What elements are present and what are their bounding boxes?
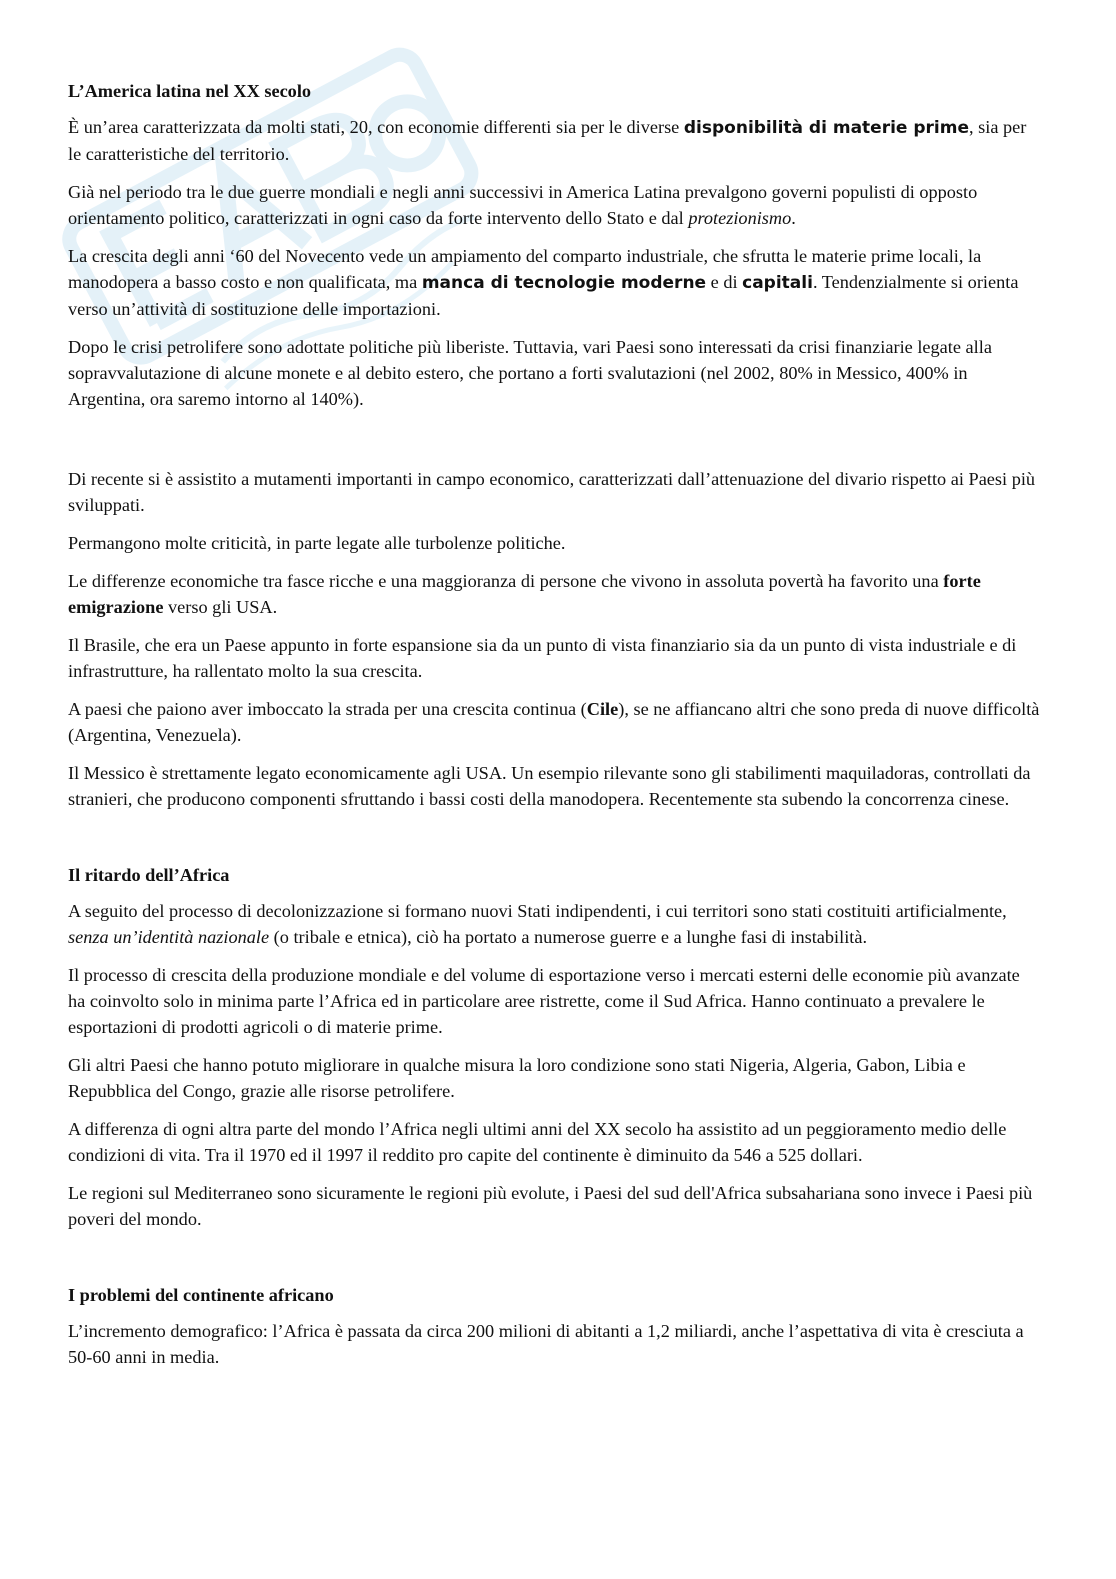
paragraph: Dopo le crisi petrolifere sono adottate politiche più liberiste. Tuttavia, vari Paesi sono interessati da crisi finanziarie legate alla sopravvalutazione di alcune monete e al debito estero, che portano a forti svalutazioni (nel 2002, 80% in Messico, 400% in Argentina, ora saremo intorno al 140%). <box>68 337 992 409</box>
paragraph: Il Brasile, che era un Paese appunto in forte espansione sia da un punto di vista finanziario sia da un punto di vista industriale e di infrastrutture, ha rallentato molto la sua crescita. <box>68 635 1017 681</box>
paragraph <box>68 243 1040 322</box>
text-run: A seguito del processo di decolonizzazione si formano nuovi Stati indipendenti, i cui territori sono stati costituiti artificialmente, <box>68 901 1007 921</box>
text-run: La crescita degli anni ‘60 del Novecento vede un ampiamento del comparto industriale, che sfrutta le materie prime locali, la manodopera a basso costo e non qualificata, ma <box>68 246 982 292</box>
spacer <box>68 424 1040 466</box>
paragraph: Il Messico è strettamente legato economicamente agli USA. Un esempio rilevante sono gli stabilimenti maquiladoras, controllati da stranieri, che producono componenti sfruttando i bassi costi della manodopera. Recentemente sta subendo la concorrenza cinese. <box>68 763 1031 809</box>
text-run: . Tendenzialmente si orienta verso un’attività di sostituzione delle importazioni. <box>68 272 1019 319</box>
paragraph <box>68 696 1040 748</box>
paragraph: Le regioni sul Mediterraneo sono sicuramente le regioni più evolute, i Paesi del sud dell'Africa subsahariana sono invece i Paesi più poveri del mondo. <box>68 1183 1033 1229</box>
bold-text: forte emigrazione <box>68 571 981 617</box>
section-title-ritardo-africa: Il ritardo dell’Africa <box>68 865 230 885</box>
text-run: e di <box>706 272 743 292</box>
paragraph: Il processo di crescita della produzione mondiale e del volume di esportazione verso i mercati esterni delle economie più avanzate ha coinvolto solo in minima parte l’Africa ed in particolare aree ristrette, come il Sud Africa. Hanno continuato a prevalere le esportazioni di prodotti agricoli o di materie prime. <box>68 965 1020 1037</box>
spacer <box>68 824 1040 862</box>
section-title-america-latina: L’America latina nel XX secolo <box>68 81 312 101</box>
bold-text: disponibilità di materie prime <box>683 118 969 138</box>
paragraph: A differenza di ogni altra parte del mondo l’Africa negli ultimi anni del XX secolo ha assistito ad un peggioramento medio delle condizioni di vita. Tra il 1970 ed il 1997 il reddito pro capite del continente è diminuito da 546 a 525 dollari. <box>68 1119 1007 1165</box>
italic-text: protezionismo <box>688 208 792 228</box>
text-run: Già nel periodo tra le due guerre mondiali e negli anni successivi in America Latina prevalgono governi populisti di opposto orientamento politico, caratterizzati in ogni caso da forte intervento dello Stato e dal <box>68 182 978 228</box>
paragraph: Di recente si è assistito a mutamenti importanti in campo economico, caratterizzati dall’attenuazione del divario rispetto ai Paesi più sviluppati. <box>68 469 1036 515</box>
text-run: . <box>791 208 796 228</box>
text-run: È un’area caratterizzata da molti stati, 20, con economie differenti sia per le diverse <box>68 117 684 137</box>
document-page <box>68 78 1040 1382</box>
text-run: Le differenze economiche tra fasce ricche e una maggioranza di persone che vivono in assoluta povertà ha favorito una <box>68 571 944 591</box>
paragraph <box>68 114 1040 167</box>
bold-text: manca di tecnologie moderne <box>421 273 707 293</box>
text-run: A paesi che paiono aver imboccato la strada per una crescita continua ( <box>68 699 587 719</box>
text-run: (o tribale e etnica), ciò ha portato a numerose guerre e a lunghe fasi di instabilità. <box>269 927 868 947</box>
spacer <box>68 1244 1040 1282</box>
paragraph <box>68 179 1040 231</box>
paragraph <box>68 898 1040 950</box>
paragraph: L’incremento demografico: l’Africa è passata da circa 200 milioni di abitanti a 1,2 miliardi, anche l’aspettativa di vita è cresciuta a 50-60 anni in media. <box>68 1321 1024 1367</box>
bold-text: Cile <box>586 699 619 719</box>
italic-text: senza un’identità nazionale <box>68 927 270 947</box>
paragraph: Permangono molte criticità, in parte legate alle turbolenze politiche. <box>68 533 566 553</box>
paragraph <box>68 568 1040 620</box>
paragraph: Gli altri Paesi che hanno potuto migliorare in qualche misura la loro condizione sono stati Nigeria, Algeria, Gabon, Libia e Repubblica del Congo, grazie alle risorse petrolifere. <box>68 1055 966 1101</box>
section-title-problemi-africa: I problemi del continente africano <box>68 1285 334 1305</box>
text-run: , sia per le caratteristiche del territorio. <box>68 117 1027 164</box>
text-run: verso gli USA. <box>163 597 278 617</box>
bold-text: capitali <box>742 273 813 293</box>
text-run: ), se ne affiancano altri che sono preda di nuove difficoltà (Argentina, Venezuela). <box>68 699 1040 745</box>
